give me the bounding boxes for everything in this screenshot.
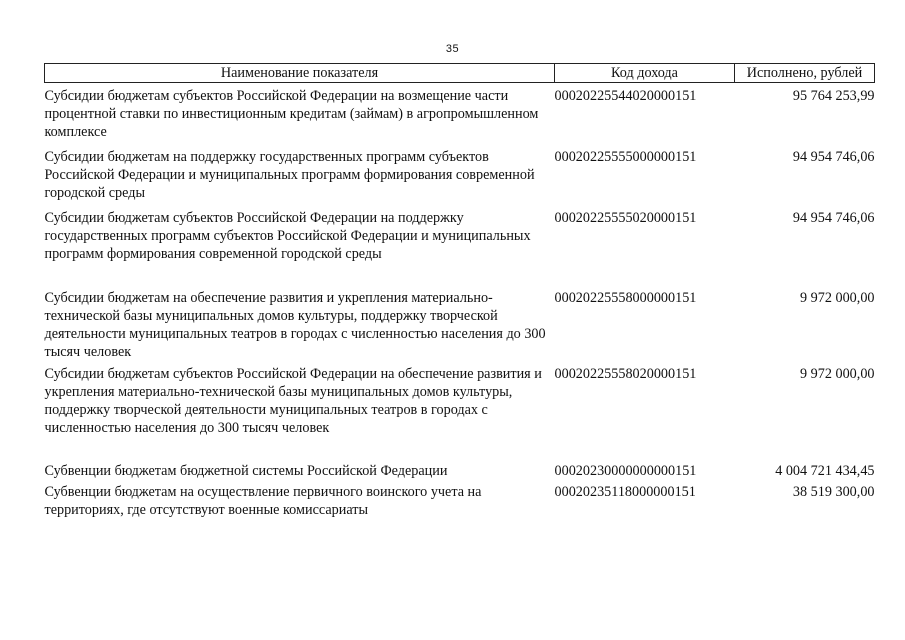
budget-execution-table <box>44 63 875 523</box>
table-header-row <box>45 64 875 83</box>
executed-amount-cell: 4 004 721 434,45 <box>775 463 875 479</box>
executed-amount-cell: 95 764 253,99 <box>792 88 875 104</box>
table-row <box>45 363 875 462</box>
indicator-name-cell: Субсидии бюджетам субъектов Российской Федерации на поддержку государственных программ субъектов Российской Федерации и муниципальных программ формирования современной городской среды <box>44 210 531 262</box>
executed-amount-cell: 9 972 000,00 <box>800 366 875 382</box>
income-code-cell: 00020235118000000151 <box>554 484 696 500</box>
header-indicator-name: Наименование показателя <box>45 64 555 83</box>
header-income-code: Код дохода <box>555 64 735 83</box>
header-executed-amount: Исполнено, рублей <box>735 64 875 83</box>
income-code-cell: 00020225544020000151 <box>554 88 697 104</box>
indicator-name-cell: Субсидии бюджетам на обеспечение развития и укрепления материально-технической базы муниципальных домов культуры, поддержку творческой деятельности муниципальных театров в городах с численностью населения до 300 тысяч человек <box>44 290 546 360</box>
indicator-name-cell: Субсидии бюджетам на поддержку государственных программ субъектов Российской Федерации и муниципальных программ формирования современной городской среды <box>44 149 535 201</box>
page-number: 35 <box>445 43 460 55</box>
executed-amount-cell: 9 972 000,00 <box>800 290 875 306</box>
indicator-name-cell: Субвенции бюджетам на осуществление первичного воинского учета на территориях, где отсутствуют военные комиссариаты <box>44 484 482 518</box>
income-code-cell: 00020225558020000151 <box>554 366 697 382</box>
table-row <box>45 288 875 363</box>
income-code-cell: 00020225555000000151 <box>554 149 697 165</box>
indicator-name-cell: Субсидии бюджетам субъектов Российской Федерации на обеспечение развития и укрепления материально-технической базы муниципальных домов культуры, поддержку творческой деятельности муниципальных театров в городах с численностью населения до 300 тысяч человек <box>44 366 542 436</box>
income-code-cell: 00020225558000000151 <box>554 290 697 306</box>
executed-amount-cell: 94 954 746,06 <box>792 149 875 165</box>
income-code-cell: 00020225555020000151 <box>554 210 697 226</box>
indicator-name-cell: Субсидии бюджетам субъектов Российской Федерации на возмещение части процентной ставки по инвестиционным кредитам (займам) в агропромышленном комплексе <box>44 88 539 140</box>
table-row <box>45 206 875 288</box>
table-row <box>45 462 875 483</box>
table-row <box>45 483 875 523</box>
executed-amount-cell: 94 954 746,06 <box>792 210 875 226</box>
table-row <box>45 83 875 146</box>
income-code-cell: 00020230000000000151 <box>554 463 697 479</box>
indicator-name-cell: Субвенции бюджетам бюджетной системы Российской Федерации <box>44 463 448 479</box>
table-row <box>45 145 875 206</box>
executed-amount-cell: 38 519 300,00 <box>792 484 875 500</box>
